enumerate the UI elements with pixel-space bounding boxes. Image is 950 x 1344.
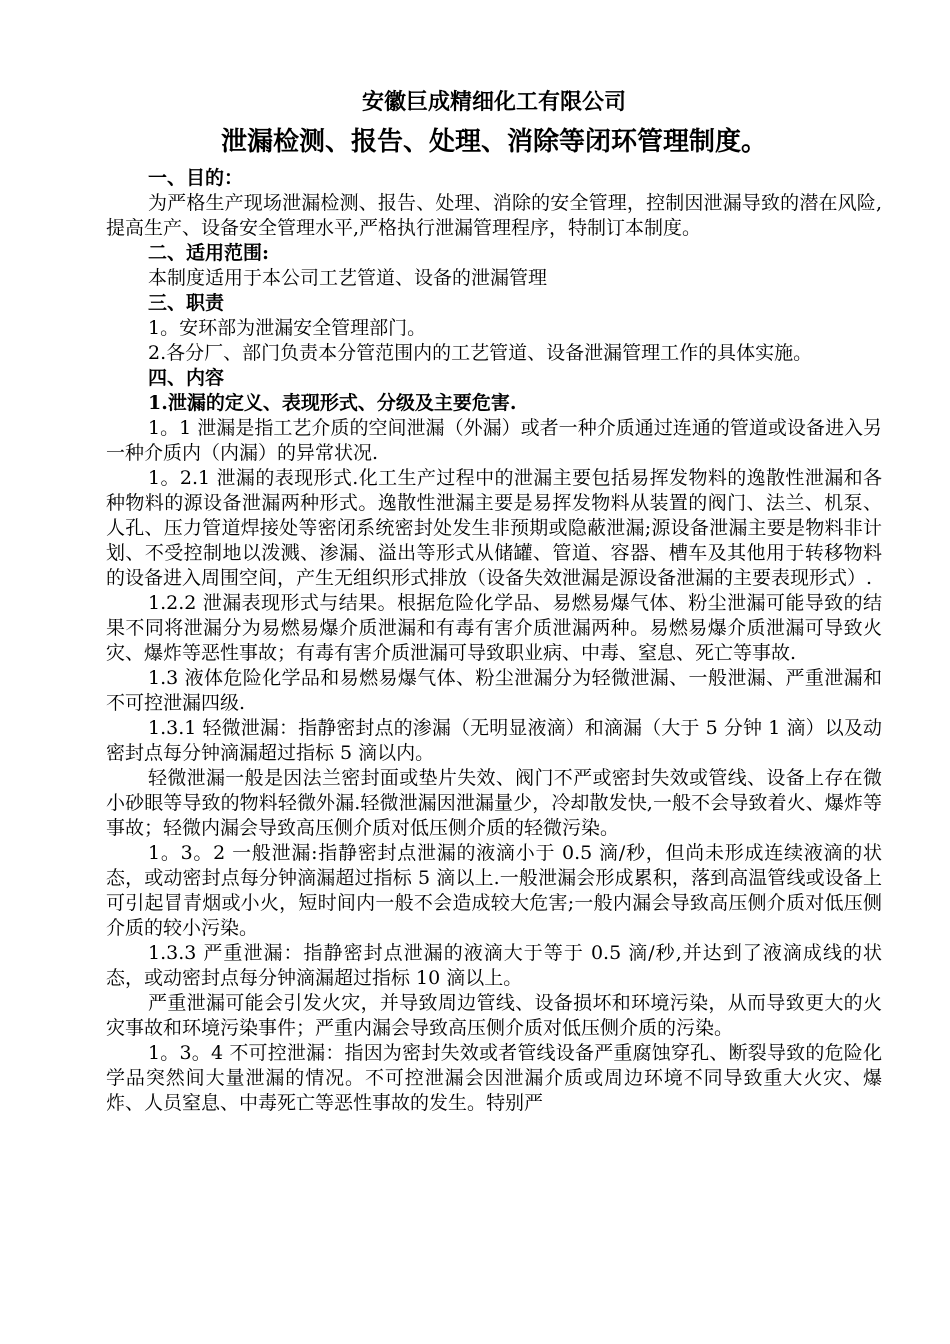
section-heading: 一、目的：: [148, 167, 244, 189]
section-heading: 三、职责: [148, 292, 225, 314]
paragraph: 1。3。4 不可控泄漏：指因为密封失效或者管线设备严重腐蚀穿孔、断裂导致的危险化学品突然间大量泄漏的情况。不可控泄漏会因泄漏介质或周边环境不同导致重大火灾、爆炸、人员窒息、中毒死亡等恶性事故的发生。特别严: [106, 1042, 882, 1114]
paragraph: 轻微泄漏一般是因法兰密封面或垫片失效、阀门不严或密封失效或管线、设备上存在微小砂眼等导致的物料轻微外漏.轻微泄漏因泄漏量少，冷却散发快,一般不会导致着火、爆炸等事故；轻微内漏会导致高压侧介质对低压侧介质的轻微污染。: [106, 767, 882, 839]
paragraph: 2.各分厂、部门负责本分管范围内的工艺管道、设备泄漏管理工作的具体实施。: [148, 342, 813, 364]
document-page: [106, 84, 882, 1116]
section-heading: 四、内容: [148, 367, 225, 389]
paragraph: 严重泄漏可能会引发火灾，并导致周边管线、设备损坏和环境污染，从而导致更大的火灾事故和环境污染事件；严重内漏会导致高压侧介质对低压侧介质的污染。: [106, 992, 882, 1039]
paragraph: 1。安环部为泄漏安全管理部门。: [148, 317, 427, 339]
paragraph: 本制度适用于本公司工艺管道、设备的泄漏管理: [148, 267, 548, 289]
company-name: 安徽巨成精细化工有限公司: [361, 89, 626, 115]
paragraph: 1.3 液体危险化学品和易燃易爆气体、粉尘泄漏分为轻微泄漏、一般泄漏、严重泄漏和不可控泄漏四级.: [106, 667, 882, 714]
document-title: 泄漏检测、报告、处理、消除等闭环管理制度。: [220, 127, 767, 157]
section-heading: 二、适用范围:: [148, 242, 270, 264]
paragraph: 1。3。2 一般泄漏:指静密封点泄漏的液滴小于 0.5 滴/秒，但尚未形成连续液滴的状态，或动密封点每分钟滴漏超过指标 5 滴以上.一般泄漏会形成累积，落到高温管线或设备上可引起冒青烟或小火，短时间内一般不会造成较大危害;一般内漏会导致高压侧介质对低压侧介质的较小污染。: [106, 842, 882, 939]
paragraph: 1。1 泄漏是指工艺介质的空间泄漏（外漏）或者一种介质通过连通的管道或设备进入另一种介质内（内漏）的异常状况.: [106, 417, 882, 464]
paragraph: 为严格生产现场泄漏检测、报告、处理、消除的安全管理，控制因泄漏导致的潜在风险,提高生产、设备安全管理水平,严格执行泄漏管理程序，特制订本制度。: [106, 192, 882, 239]
paragraph: 1.3.3 严重泄漏：指静密封点泄漏的液滴大于等于 0.5 滴/秒,并达到了液滴成线的状态，或动密封点每分钟滴漏超过指标 10 滴以上。: [106, 942, 882, 989]
paragraph: 1.3.1 轻微泄漏：指静密封点的渗漏（无明显液滴）和滴漏（大于 5 分钟 1 滴）以及动密封点每分钟滴漏超过指标 5 滴以内。: [106, 717, 882, 764]
subsection-heading: 1.泄漏的定义、表现形式、分级及主要危害.: [148, 392, 517, 414]
paragraph: 1。2.1 泄漏的表现形式.化工生产过程中的泄漏主要包括易挥发物料的逸散性泄漏和各种物料的源设备泄漏两种形式。逸散性泄漏主要是易挥发物料从装置的阀门、法兰、机泵、人孔、压力管道焊接处等密闭系统密封处发生非预期或隐蔽泄漏;源设备泄漏主要是物料非计划、不受控制地以泼溅、渗漏、溢出等形式从储罐、管道、容器、槽车及其他用于转移物料的设备进入周围空间，产生无组织形式排放（设备失效泄漏是源设备泄漏的主要表现形式）.: [106, 467, 882, 589]
paragraph: 1.2.2 泄漏表现形式与结果。根据危险化学品、易燃易爆气体、粉尘泄漏可能导致的结果不同将泄漏分为易燃易爆介质泄漏和有毒有害介质泄漏两种。易燃易爆介质泄漏可导致火灾、爆炸等恶性事故；有毒有害介质泄漏可导致职业病、中毒、窒息、死亡等事故.: [106, 592, 882, 664]
